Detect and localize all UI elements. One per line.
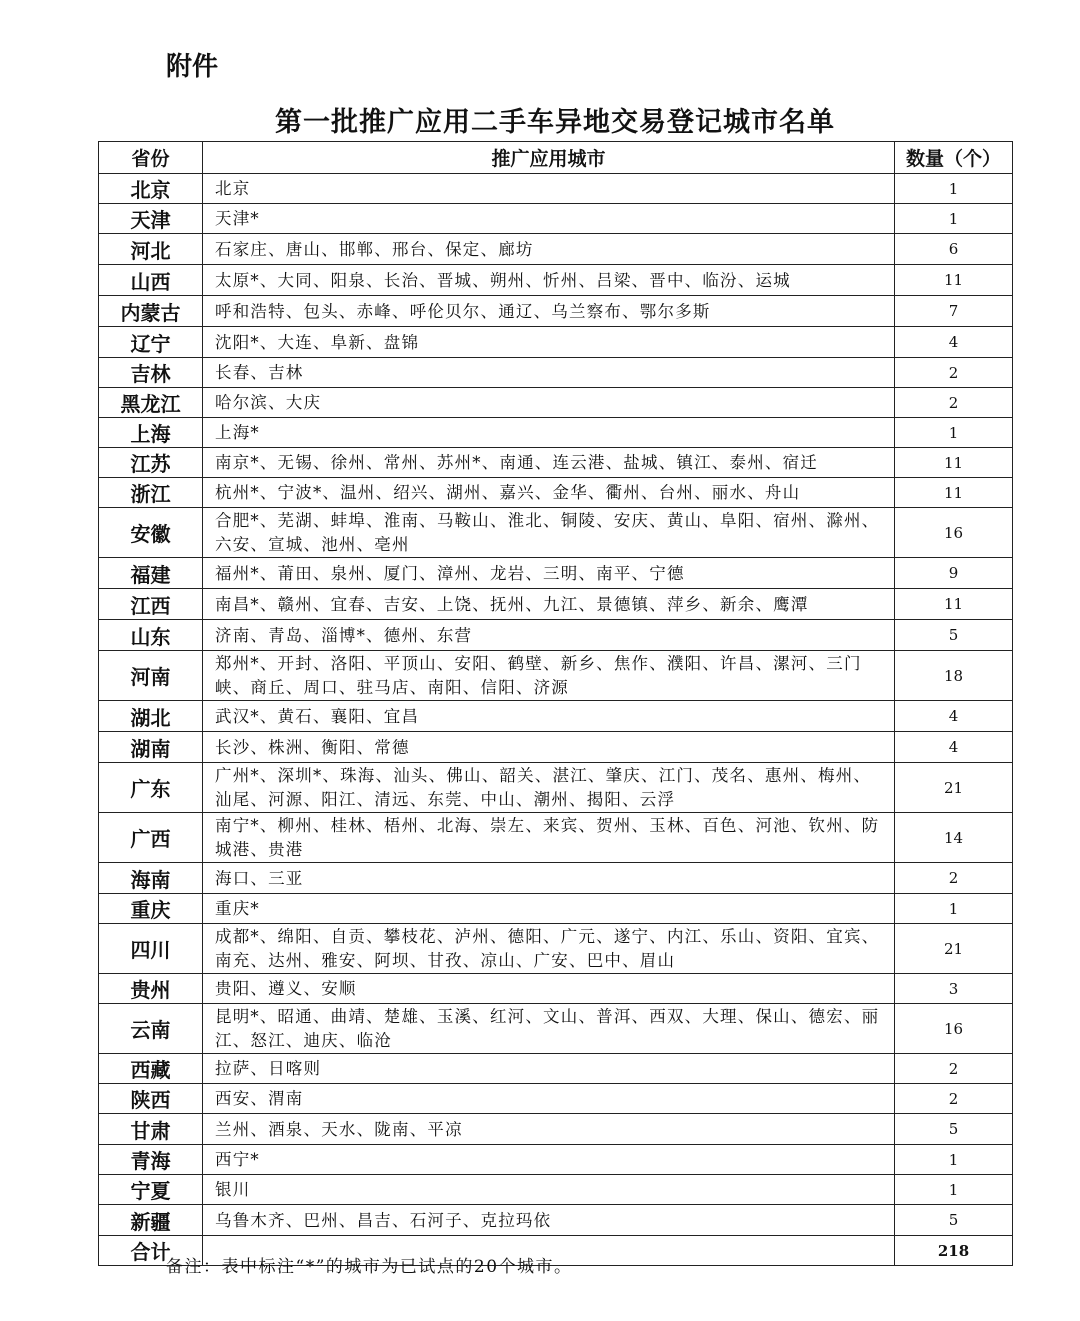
province-cell: 山西 [99,265,203,296]
table-row [99,589,1013,620]
count-cell: 5 [895,1114,1013,1145]
footnote: 备注：表中标注“*”的城市为已试点的20个城市。 [166,1257,573,1277]
table-row [99,558,1013,589]
table-row [99,204,1013,234]
count-cell: 21 [895,763,1013,813]
province-cell: 河南 [99,651,203,701]
table-row [99,296,1013,327]
document-title: 第一批推广应用二手车异地交易登记城市名单 [275,107,835,138]
count-cell: 2 [895,1084,1013,1114]
province-cell: 贵州 [99,974,203,1004]
province-cell: 吉林 [99,358,203,388]
table-row [99,478,1013,508]
cities-cell: 长沙、株洲、衡阳、常德 [203,732,895,763]
province-cell: 湖南 [99,732,203,763]
cities-cell: 南昌*、赣州、宜春、吉安、上饶、抚州、九江、景德镇、萍乡、新余、鹰潭 [203,589,895,620]
table-row [99,813,1013,863]
province-cell: 辽宁 [99,327,203,358]
count-cell: 1 [895,894,1013,924]
cities-cell: 郑州*、开封、洛阳、平顶山、安阳、鹤壁、新乡、焦作、濮阳、许昌、漯河、三门峡、商丘、周口、驻马店、南阳、信阳、济源 [203,651,895,701]
cities-cell: 沈阳*、大连、阜新、盘锦 [203,327,895,358]
province-cell: 安徽 [99,508,203,558]
province-cell: 北京 [99,174,203,204]
table-row [99,620,1013,651]
count-cell: 6 [895,234,1013,265]
province-cell: 江苏 [99,448,203,478]
count-cell: 2 [895,358,1013,388]
count-cell: 4 [895,327,1013,358]
cities-cell: 拉萨、日喀则 [203,1054,895,1084]
count-cell: 16 [895,508,1013,558]
cities-cell: 兰州、酒泉、天水、陇南、平凉 [203,1114,895,1145]
province-cell: 青海 [99,1145,203,1175]
cities-cell: 昆明*、昭通、曲靖、楚雄、玉溪、红河、文山、普洱、西双、大理、保山、德宏、丽江、怒江、迪庆、临沧 [203,1004,895,1054]
province-cell: 广西 [99,813,203,863]
count-cell: 18 [895,651,1013,701]
table-row [99,448,1013,478]
table-row [99,234,1013,265]
province-cell: 上海 [99,418,203,448]
province-cell: 河北 [99,234,203,265]
count-cell: 11 [895,448,1013,478]
province-cell: 黑龙江 [99,388,203,418]
cities-cell: 哈尔滨、大庆 [203,388,895,418]
count-cell: 14 [895,813,1013,863]
province-cell: 甘肃 [99,1114,203,1145]
count-cell: 1 [895,1145,1013,1175]
count-cell: 2 [895,388,1013,418]
table-row [99,1114,1013,1145]
total-value: 218 [895,1236,1013,1266]
cities-cell: 太原*、大同、阳泉、长治、晋城、朔州、忻州、吕梁、晋中、临汾、运城 [203,265,895,296]
table-row [99,974,1013,1004]
cities-cell: 北京 [203,174,895,204]
table-header-row [99,142,1013,174]
count-cell: 1 [895,418,1013,448]
table-row [99,924,1013,974]
province-cell: 湖北 [99,701,203,732]
table-row [99,1054,1013,1084]
province-cell: 海南 [99,863,203,894]
cities-cell: 西宁* [203,1145,895,1175]
province-cell: 四川 [99,924,203,974]
province-cell: 天津 [99,204,203,234]
cities-cell: 贵阳、遵义、安顺 [203,974,895,1004]
cities-cell: 武汉*、黄石、襄阳、宜昌 [203,701,895,732]
count-cell: 4 [895,732,1013,763]
cities-cell: 上海* [203,418,895,448]
province-cell: 陕西 [99,1084,203,1114]
province-cell: 浙江 [99,478,203,508]
count-cell: 5 [895,1205,1013,1236]
cities-cell: 西安、渭南 [203,1084,895,1114]
count-cell: 3 [895,974,1013,1004]
table-row [99,265,1013,296]
province-cell: 宁夏 [99,1175,203,1205]
table-row [99,701,1013,732]
table-row [99,732,1013,763]
table-row [99,1175,1013,1205]
header-province: 省份 [99,142,203,174]
table-body [99,174,1013,1236]
province-cell: 重庆 [99,894,203,924]
table-row [99,174,1013,204]
province-cell: 山东 [99,620,203,651]
cities-cell: 杭州*、宁波*、温州、绍兴、湖州、嘉兴、金华、衢州、台州、丽水、舟山 [203,478,895,508]
count-cell: 1 [895,1175,1013,1205]
cities-cell: 海口、三亚 [203,863,895,894]
province-cell: 新疆 [99,1205,203,1236]
cities-cell: 石家庄、唐山、邯郸、邢台、保定、廊坊 [203,234,895,265]
count-cell: 7 [895,296,1013,327]
header-count: 数量（个） [895,142,1013,174]
cities-cell: 银川 [203,1175,895,1205]
city-list-table [98,141,1013,1266]
count-cell: 11 [895,265,1013,296]
cities-cell: 天津* [203,204,895,234]
cities-cell: 长春、吉林 [203,358,895,388]
cities-cell: 济南、青岛、淄博*、德州、东营 [203,620,895,651]
table-row [99,1004,1013,1054]
table-row [99,327,1013,358]
header-cities: 推广应用城市 [203,142,895,174]
count-cell: 4 [895,701,1013,732]
table-row [99,894,1013,924]
count-cell: 2 [895,1054,1013,1084]
province-cell: 江西 [99,589,203,620]
cities-cell: 广州*、深圳*、珠海、汕头、佛山、韶关、湛江、肇庆、江门、茂名、惠州、梅州、汕尾、河源、阳江、清远、东莞、中山、潮州、揭阳、云浮 [203,763,895,813]
attachment-label: 附件 [166,52,219,82]
count-cell: 16 [895,1004,1013,1054]
table-row [99,1084,1013,1114]
cities-cell: 南京*、无锡、徐州、常州、苏州*、南通、连云港、盐城、镇江、泰州、宿迁 [203,448,895,478]
province-cell: 内蒙古 [99,296,203,327]
table-row [99,651,1013,701]
cities-cell: 呼和浩特、包头、赤峰、呼伦贝尔、通辽、乌兰察布、鄂尔多斯 [203,296,895,327]
count-cell: 11 [895,478,1013,508]
cities-cell: 合肥*、芜湖、蚌埠、淮南、马鞍山、淮北、铜陵、安庆、黄山、阜阳、宿州、滁州、六安、宣城、池州、亳州 [203,508,895,558]
count-cell: 9 [895,558,1013,589]
table-row [99,508,1013,558]
cities-cell: 乌鲁木齐、巴州、昌吉、石河子、克拉玛依 [203,1205,895,1236]
count-cell: 2 [895,863,1013,894]
table-row [99,1145,1013,1175]
count-cell: 5 [895,620,1013,651]
table-row [99,863,1013,894]
province-cell: 广东 [99,763,203,813]
count-cell: 11 [895,589,1013,620]
count-cell: 21 [895,924,1013,974]
cities-cell: 福州*、莆田、泉州、厦门、漳州、龙岩、三明、南平、宁德 [203,558,895,589]
table-row [99,763,1013,813]
cities-cell: 重庆* [203,894,895,924]
count-cell: 1 [895,174,1013,204]
province-cell: 福建 [99,558,203,589]
total-label: 合计 [99,1236,203,1266]
cities-cell: 成都*、绵阳、自贡、攀枝花、泸州、德阳、广元、遂宁、内江、乐山、资阳、宜宾、南充、达州、雅安、阿坝、甘孜、凉山、广安、巴中、眉山 [203,924,895,974]
table-row [99,358,1013,388]
province-cell: 西藏 [99,1054,203,1084]
count-cell: 1 [895,204,1013,234]
province-cell: 云南 [99,1004,203,1054]
cities-cell: 南宁*、柳州、桂林、梧州、北海、崇左、来宾、贺州、玉林、百色、河池、钦州、防城港、贵港 [203,813,895,863]
table-row [99,1205,1013,1236]
table-row [99,388,1013,418]
table-row [99,418,1013,448]
